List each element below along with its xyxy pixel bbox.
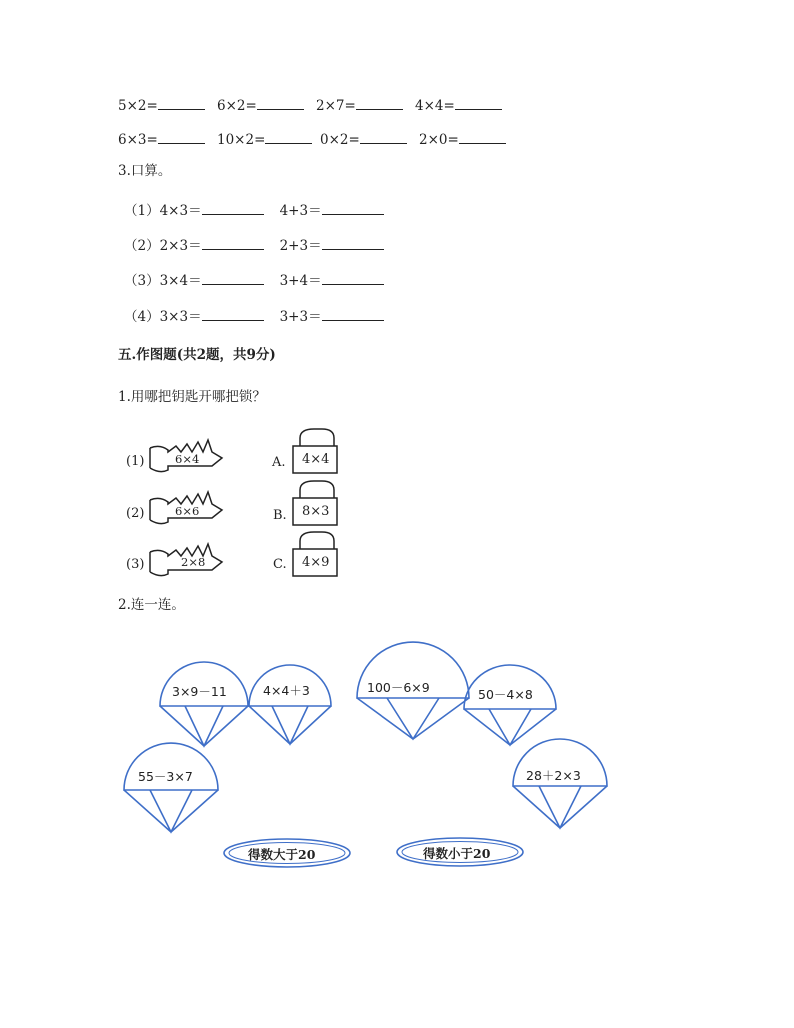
expr-b: 2+3＝ (279, 238, 322, 254)
expr: 4×4= (415, 98, 455, 114)
expr: 2×0= (419, 132, 459, 148)
parachute-label-5: 55－3×7 (138, 769, 193, 784)
parachute-1[interactable] (160, 662, 248, 746)
expr-a: 3×4＝ (159, 273, 202, 289)
parachute-5[interactable] (124, 743, 218, 832)
expr-b: 4+3＝ (279, 203, 322, 219)
expr: 0×2= (320, 132, 360, 148)
lock-letter-b: B. (273, 508, 287, 523)
item-number: （2） (124, 238, 160, 254)
expr: 6×3= (118, 132, 158, 148)
parachute-label-1: 3×9－11 (172, 684, 227, 699)
item-number: （4） (124, 309, 160, 325)
expr: 5×2= (118, 98, 158, 114)
lock-expr-c: 4×9 (302, 555, 330, 570)
parachute-4[interactable] (464, 665, 556, 745)
group-label-less: 得数小于20 (423, 846, 491, 861)
key-number-3: (3) (126, 557, 145, 572)
key-number-2: (2) (126, 506, 145, 521)
expr: 2×7= (316, 98, 356, 114)
group-label-greater: 得数大于20 (248, 847, 316, 862)
key-expr-2: 6×6 (175, 504, 200, 518)
section5-title: 五.作图题(共2题，共9分) (118, 347, 276, 363)
section3-title: 3.口算。 (118, 163, 172, 179)
key-expr-3: 2×8 (181, 555, 206, 569)
parachute-label-2: 4×4＋3 (263, 683, 310, 698)
question-2: 2.连一连。 (118, 597, 185, 613)
expr-b: 3+3＝ (279, 309, 322, 325)
parachute-2[interactable] (249, 665, 331, 744)
question-1: 1.用哪把钥匙开哪把锁？ (118, 389, 266, 405)
expr-a: 4×3＝ (159, 203, 202, 219)
parachute-label-3: 100－6×9 (367, 680, 430, 695)
lock-letter-a: A. (272, 455, 286, 470)
expr-a: 3×3＝ (159, 309, 202, 325)
expr: 6×2= (217, 98, 257, 114)
item-number: （3） (124, 273, 160, 289)
lock-expr-b: 8×3 (302, 504, 330, 519)
item-number: （1） (124, 203, 160, 219)
lock-expr-a: 4×4 (302, 452, 330, 467)
lock-letter-c: C. (273, 557, 287, 572)
key-number-1: (1) (126, 454, 145, 469)
key-expr-1: 6×4 (175, 452, 200, 466)
expr-b: 3+4＝ (279, 273, 322, 289)
expr-a: 2×3＝ (159, 238, 202, 254)
parachute-label-6: 28＋2×3 (526, 768, 581, 783)
parachute-label-4: 50－4×8 (478, 687, 533, 702)
expr: 10×2= (217, 132, 266, 148)
